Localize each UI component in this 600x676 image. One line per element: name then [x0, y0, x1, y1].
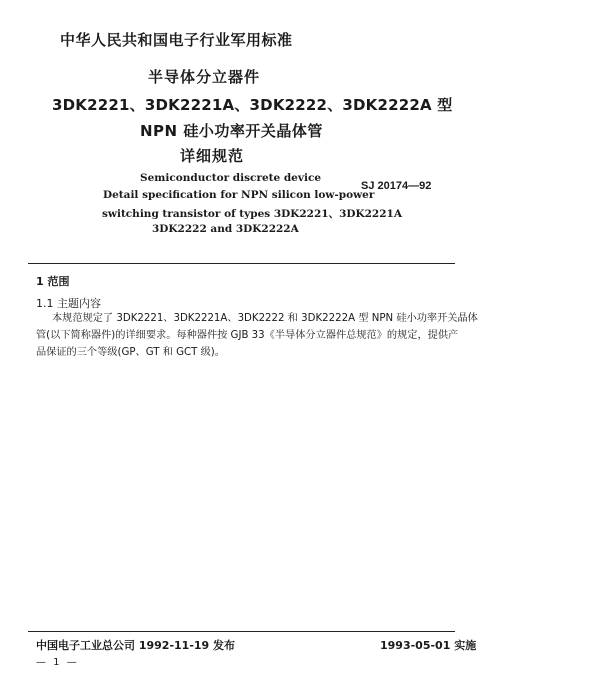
effective-date: 1993-05-01 实施 [380, 639, 477, 652]
paragraph-line: 本规范规定了 3DK2221、3DK2221A、3DK2222 和 3DK2222A 型 NPN 硅小功率开关晶体 [52, 313, 478, 324]
page-number: — 1 — [36, 657, 79, 668]
section-1-heading: 1 范围 [36, 275, 70, 288]
scope-paragraph [36, 310, 478, 361]
title-line-4: 详细规范 [180, 147, 245, 165]
paragraph-line: 管(以下简称器件)的详细要求。每种器件按 GJB 33《半导体分立器件总规范》的规定，提供产 [36, 330, 459, 341]
title-line-3: NPN 硅小功率开关晶体管 [140, 122, 323, 140]
section-1-1-heading: 1.1 主题内容 [36, 297, 101, 310]
paragraph-line: 品保证的三个等级(GP、GT 和 GCT 级)。 [36, 347, 225, 358]
bottom-divider [28, 631, 455, 632]
title-line-1: 半导体分立器件 [148, 68, 261, 86]
english-title-line-4: 3DK2222 and 3DK2222A [152, 223, 299, 235]
english-title-line-1: Semiconductor discrete device [140, 172, 322, 184]
title-line-2: 3DK2221、3DK2221A、3DK2222、3DK2222A 型 [52, 96, 453, 114]
english-title-line-2: Detail specification for NPN silicon low-power [103, 189, 375, 201]
top-divider [28, 263, 455, 264]
issue-date: 中国电子工业总公司 1992-11-19 发布 [36, 639, 236, 652]
standard-category: 中华人民共和国电子行业军用标准 [60, 31, 293, 49]
english-title-line-3: switching transistor of types 3DK2221、3DK2221A [102, 208, 402, 220]
standard-code: SJ 20174—92 [361, 180, 432, 192]
